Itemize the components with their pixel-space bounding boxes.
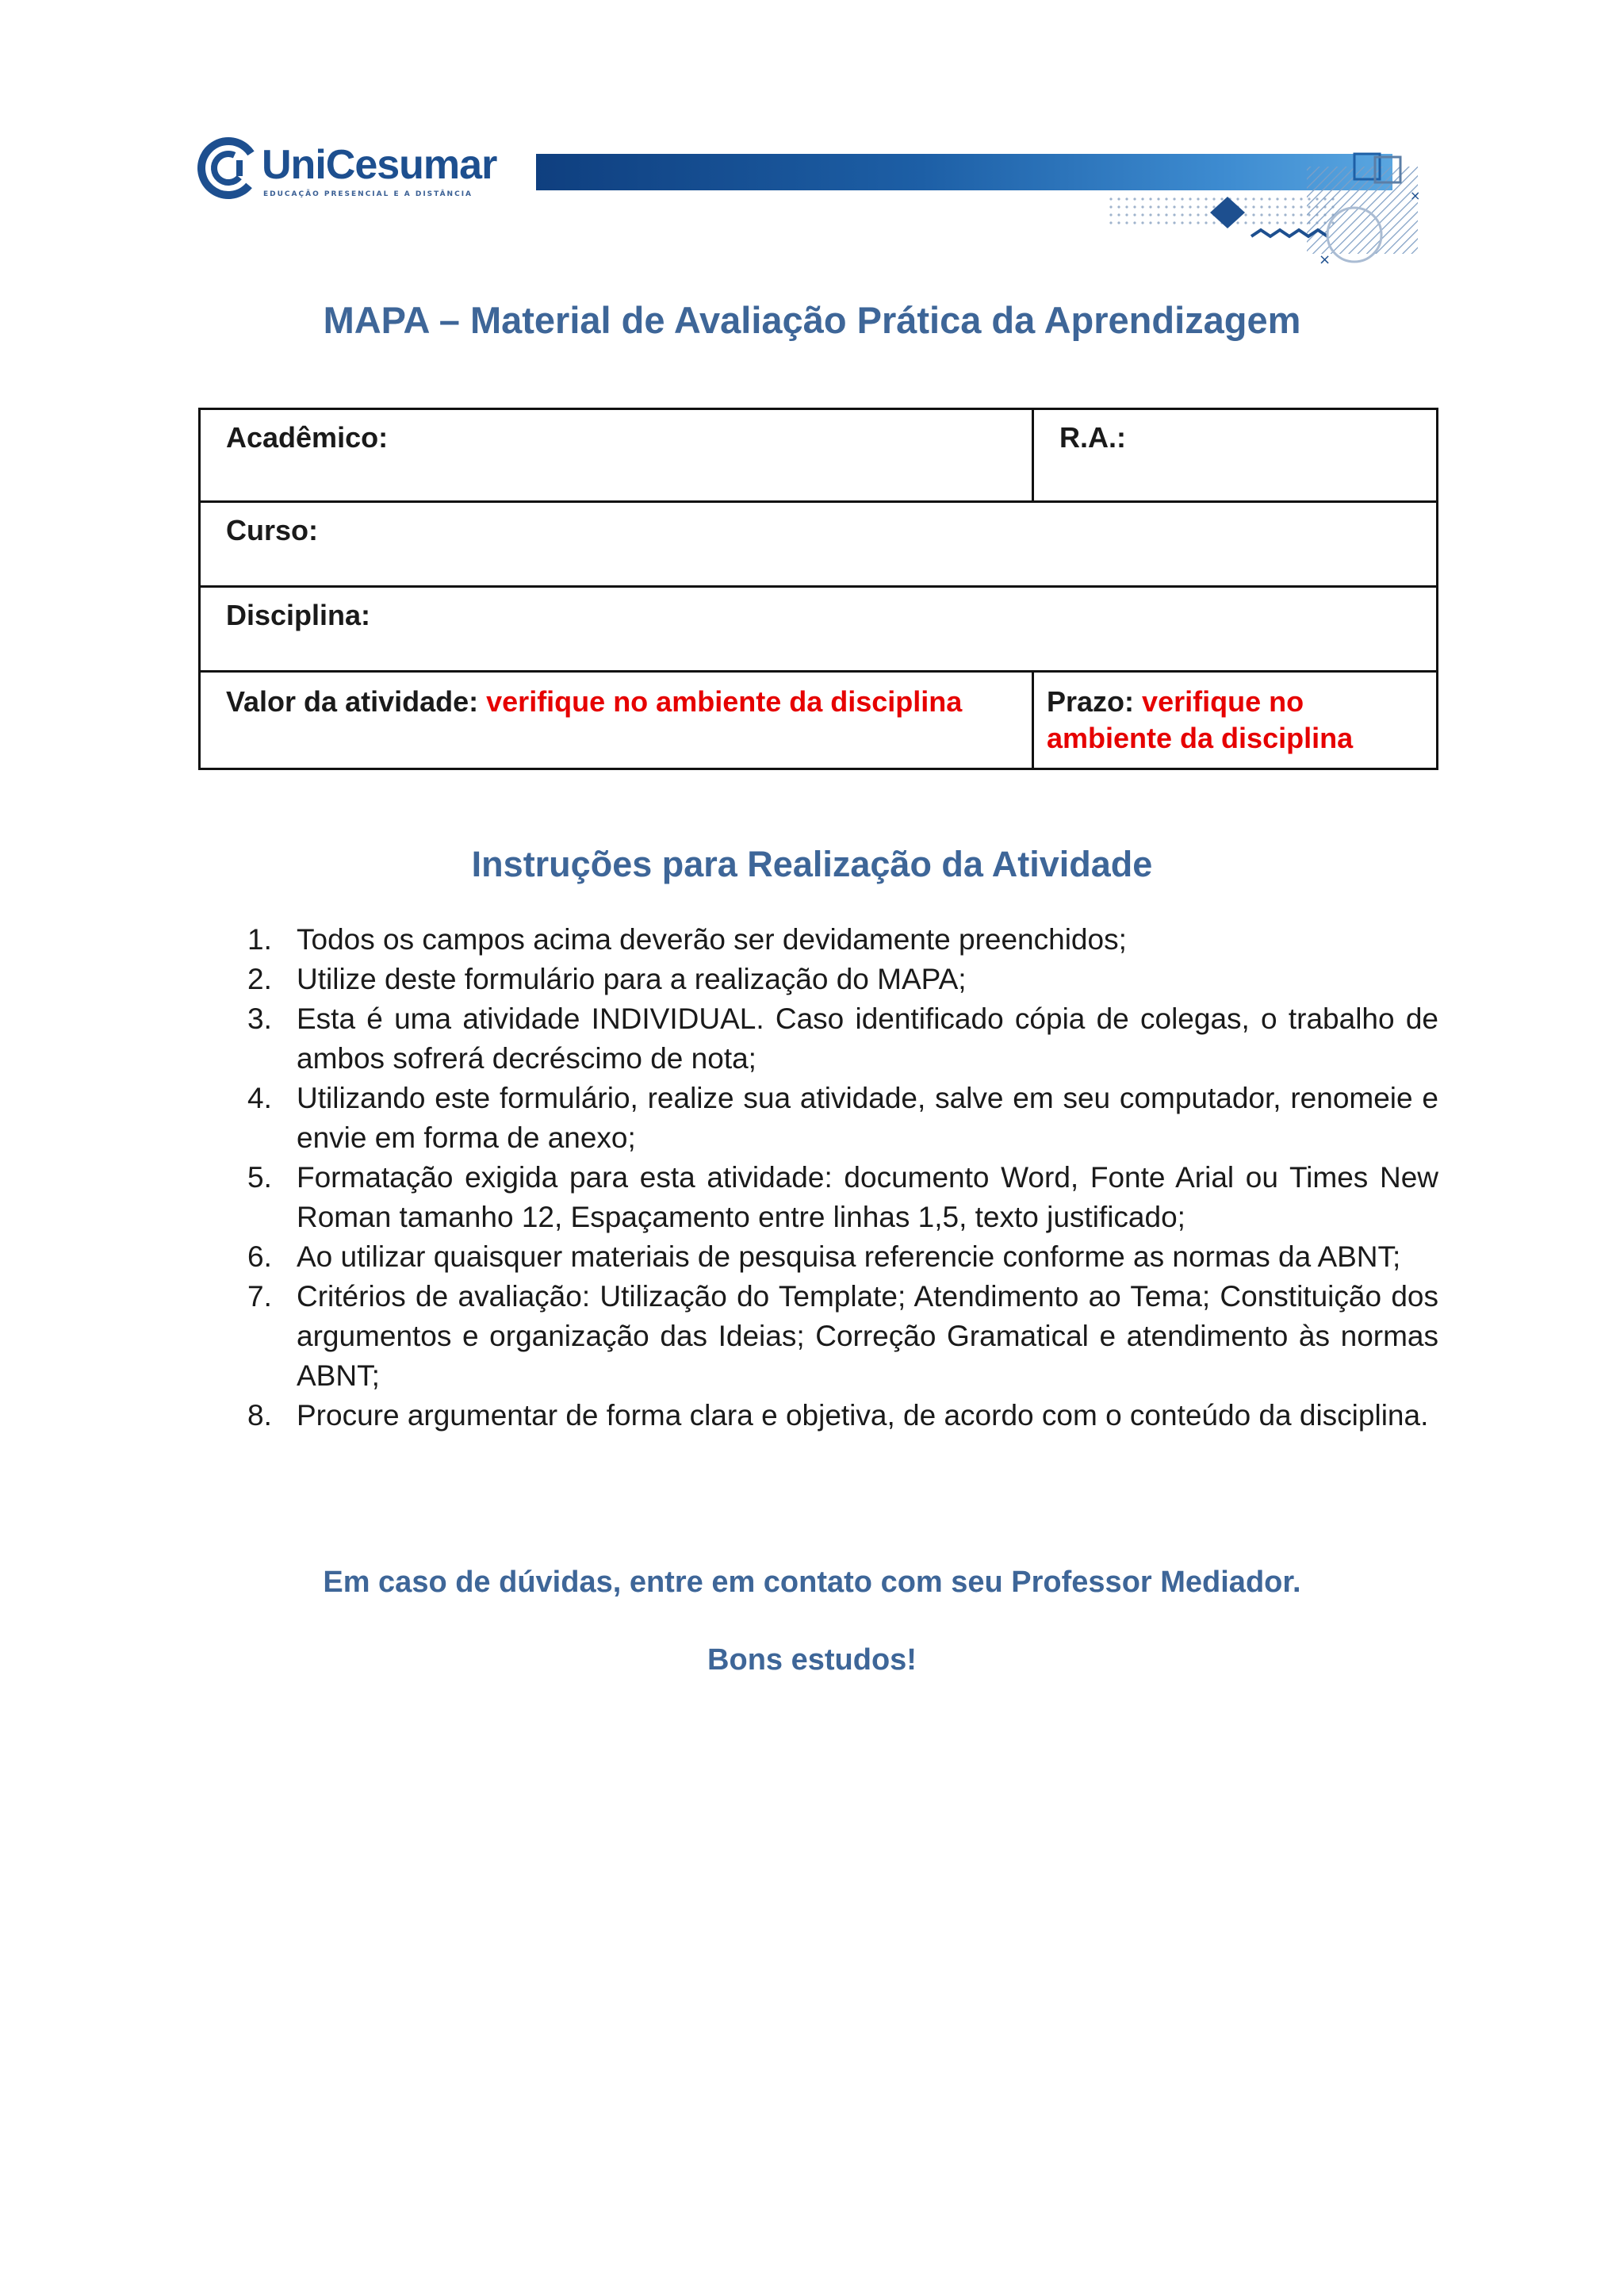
instructions-heading: Instruções para Realização da Atividade (471, 844, 1153, 884)
list-text: Ao utilizar quaisquer materiais de pesquisa referencie conforme as normas da ABNT; (297, 1240, 1401, 1273)
list-item (238, 1396, 1438, 1435)
svg-text:×: × (1410, 188, 1421, 203)
list-item (238, 960, 1438, 999)
valor-label: Valor da atividade: (226, 685, 479, 718)
list-number: 2. (247, 963, 272, 995)
list-text: Critérios de avaliação: Utilização do Template; Atendimento ao Tema; Constituição dos argumentos e organização das Ideias; Correção Gramatical e atendimento às normas ABNT; (297, 1280, 1438, 1392)
list-text: Utilize deste formulário para a realização do MAPA; (297, 963, 967, 995)
academico-label: Acadêmico: (226, 421, 389, 454)
prazo-value: verifique no ambiente da disciplina (1047, 685, 1354, 754)
list-item (238, 1158, 1438, 1237)
list-item (238, 1237, 1438, 1277)
header-decoration (894, 133, 1450, 268)
disciplina-cell[interactable] (200, 587, 1438, 672)
page-title: MAPA – Material de Avaliação Prática da Aprendizagem (323, 299, 1301, 341)
disciplina-label: Disciplina: (226, 599, 371, 631)
svg-text:×: × (1319, 251, 1331, 268)
ra-cell[interactable] (1033, 409, 1438, 502)
academico-cell[interactable] (200, 409, 1033, 502)
farewell-note: Bons estudos! (707, 1643, 917, 1677)
valor-value: verifique no ambiente da disciplina (486, 685, 963, 718)
curso-label: Curso: (226, 514, 318, 546)
list-number: 7. (247, 1280, 272, 1313)
instructions-list (238, 920, 1438, 1435)
valor-cell (200, 672, 1033, 769)
page-header (197, 133, 1446, 268)
ra-label: R.A.: (1059, 421, 1126, 454)
student-info-table (198, 408, 1438, 770)
logo-c-icon (197, 136, 260, 200)
contact-note: Em caso de dúvidas, entre em contato com seu Professor Mediador. (323, 1566, 1301, 1599)
list-text: Esta é uma atividade INDIVIDUAL. Caso identificado cópia de colegas, o trabalho de ambos sofrerá decréscimo de nota; (297, 1002, 1438, 1075)
brand-tagline: EDUCAÇÃO PRESENCIAL E A DISTÂNCIA (263, 190, 473, 198)
list-text: Utilizando este formulário, realize sua atividade, salve em seu computador, renomeie e envie em forma de anexo; (297, 1082, 1438, 1154)
list-item (238, 1079, 1438, 1158)
list-number: 3. (247, 1002, 272, 1035)
list-item (238, 999, 1438, 1079)
prazo-cell (1033, 672, 1438, 769)
list-number: 5. (247, 1161, 272, 1194)
prazo-label: Prazo: (1047, 685, 1135, 718)
list-number: 8. (247, 1399, 272, 1432)
list-number: 1. (247, 923, 272, 956)
brand-name: UniCesumar (262, 142, 497, 188)
list-text: Formatação exigida para esta atividade: documento Word, Fonte Arial ou Times New Roman tamanho 12, Espaçamento entre linhas 1,5, texto justificado; (297, 1161, 1438, 1233)
list-text: Procure argumentar de forma clara e objetiva, de acordo com o conteúdo da disciplina. (297, 1399, 1429, 1432)
list-number: 4. (247, 1082, 272, 1114)
list-text: Todos os campos acima deverão ser devidamente preenchidos; (297, 923, 1127, 956)
curso-cell[interactable] (200, 502, 1438, 587)
list-item (238, 920, 1438, 960)
list-item (238, 1277, 1438, 1396)
unicesumar-logo (197, 136, 530, 213)
list-number: 6. (247, 1240, 272, 1273)
